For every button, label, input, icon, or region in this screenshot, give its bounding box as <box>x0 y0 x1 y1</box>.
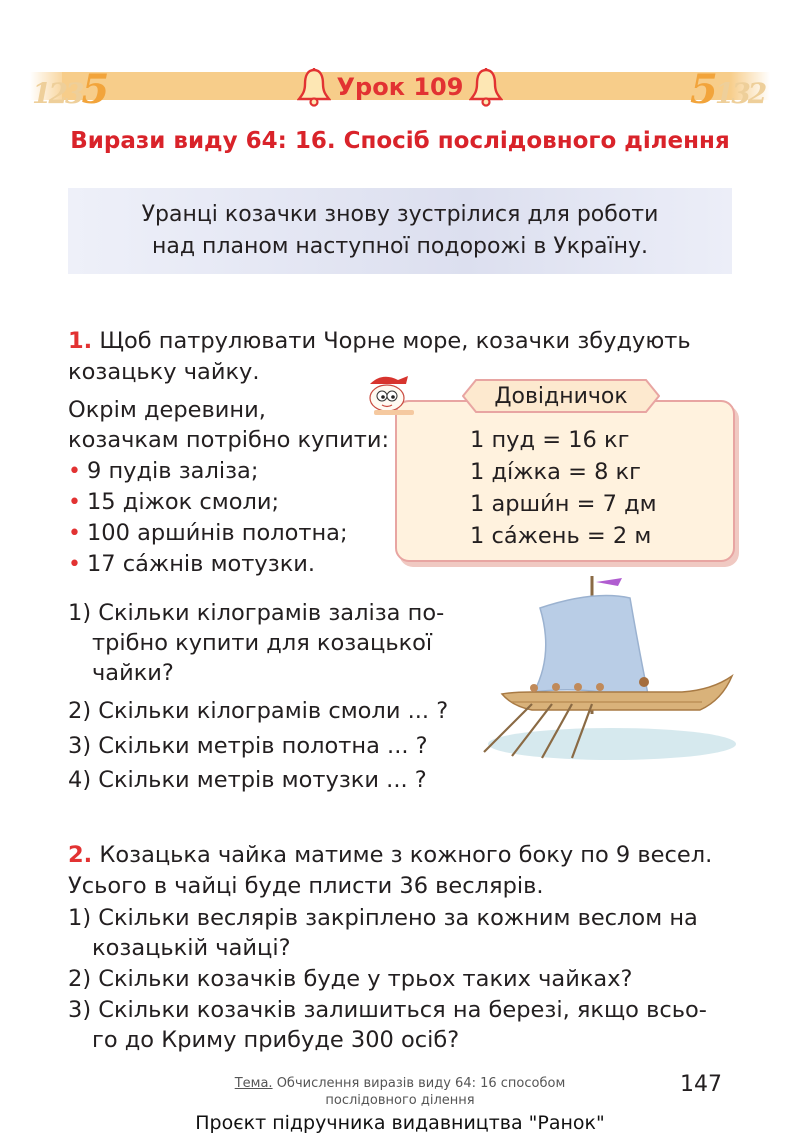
task1-text-line: Окрім деревини, <box>68 397 266 423</box>
lesson-heading <box>0 65 800 109</box>
question-line: трібно купити для козацької <box>92 630 433 656</box>
task2-number: 2. <box>68 842 93 868</box>
question-line: козацькій чайці? <box>92 935 291 961</box>
footer-topic: Тема. Обчислення виразів виду 64: 16 способом послідовного ділення <box>234 1076 566 1108</box>
reference-line: 1 пуд = 16 кг <box>470 427 630 453</box>
lesson-title: Урок 109 <box>336 73 464 101</box>
task1-number: 1. <box>68 328 93 354</box>
question-line: 1) Скільки веслярів закріплено за кожним веслом на <box>68 905 698 931</box>
question-line: 4) Скільки метрів мотузки ... ? <box>68 767 427 793</box>
topic-label: Тема. <box>234 1076 273 1091</box>
list-item: • 100 арши́нів полотна; <box>68 520 348 546</box>
question-line: чайки? <box>92 660 174 686</box>
task1-intro-line: козацьку чайку. <box>68 359 260 385</box>
list-item: • 9 пудів заліза; <box>68 458 259 484</box>
intro-line: Уранці козачки знову зустрілися для роботи <box>141 202 659 227</box>
intro-box <box>68 188 732 274</box>
task2-intro-line: Усього в чайці буде плисти 36 веслярів. <box>68 873 544 899</box>
cossack-boat-illustration <box>472 564 740 764</box>
question-line: го до Криму прибуде 300 осіб? <box>92 1027 460 1053</box>
reference-line: 1 арши́н = 7 дм <box>470 491 657 517</box>
reference-lines <box>470 424 657 552</box>
header-deco-numbers-right: 5132 <box>690 66 765 113</box>
question-line: 2) Скільки кілограмів смоли ... ? <box>68 698 449 724</box>
question-line: 1) Скільки кілограмів заліза по- <box>68 600 445 626</box>
reference-line: 1 са́жень = 2 м <box>470 523 652 549</box>
reference-line: 1 ді́жка = 8 кг <box>470 459 641 485</box>
mascot-illustration <box>360 370 422 418</box>
question-line: 3) Скільки козачків залишиться на березі, якщо всьо- <box>68 997 707 1023</box>
bell-icon <box>469 67 503 107</box>
list-item: • 17 са́жнів мотузки. <box>68 551 316 577</box>
bell-icon <box>297 67 331 107</box>
page-number: 147 <box>680 1072 722 1097</box>
question-line: 2) Скільки козачків буде у трьох таких чайках? <box>68 966 633 992</box>
task1-text-line: козачкам потрібно купити: <box>68 427 390 453</box>
task1-intro-line: 1. Щоб патрулювати Чорне море, козачки збудують <box>68 328 691 354</box>
question-line: 3) Скільки метрів полотна ... ? <box>68 733 428 759</box>
intro-line: над планом наступної подорожі в Україну. <box>151 234 649 259</box>
lesson-subtitle: Вирази виду 64: 16. Спосіб послідовного ділення <box>70 128 730 154</box>
list-item: • 15 діжок смоли; <box>68 489 280 515</box>
reference-title: Довідничок <box>494 384 628 409</box>
header-deco-numbers-left: 1235 <box>32 66 107 113</box>
publisher-credit: Проєкт підручника видавництва "Ранок" <box>195 1112 605 1134</box>
task2-intro-line: 2. Козацька чайка матиме з кожного боку по 9 весел. <box>68 842 713 868</box>
